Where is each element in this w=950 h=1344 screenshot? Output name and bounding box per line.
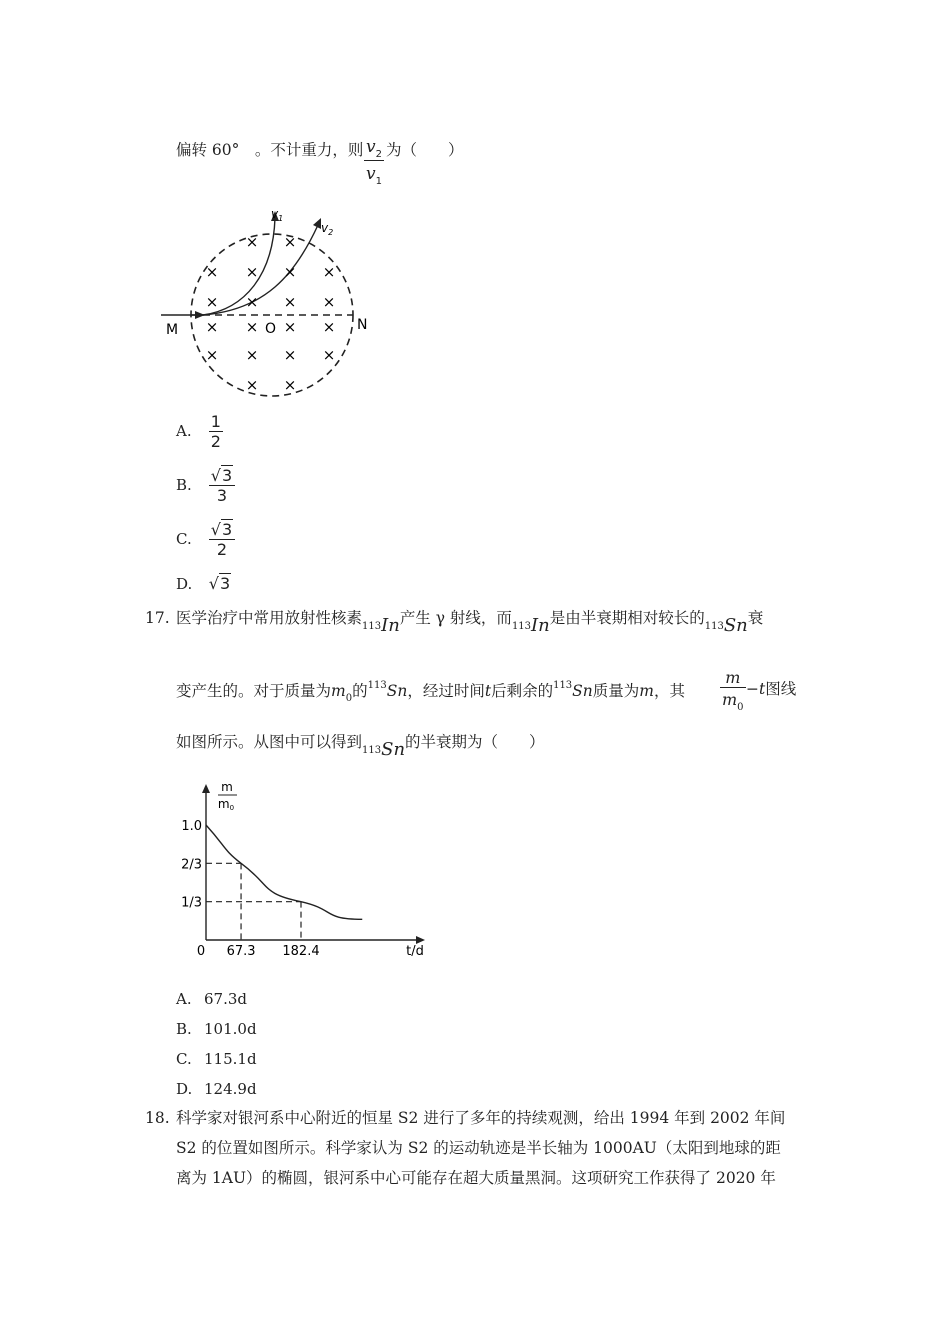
y-tick-label-0: 1.0 (181, 819, 202, 834)
label-v1: $v_1$ (271, 207, 284, 223)
field-cross-11: × (245, 318, 259, 336)
field-cross-13: × (322, 318, 336, 336)
q17-option-b[interactable]: B. 101.0d (176, 1020, 257, 1038)
field-cross-6: × (205, 293, 219, 311)
field-cross-17: × (322, 346, 336, 364)
q17-line2: 变产生的。对于质量为$m_0$的$^{113}$Sn，经过时间t后剩余的$^{113}$Sn质量为m，其 (176, 680, 686, 704)
q17-option-c[interactable]: C. 115.1d (176, 1050, 257, 1068)
q16-stem-end: 为（ ） (386, 141, 464, 159)
q16-option-a[interactable]: A. $\frac{1}{2}$ (176, 412, 221, 451)
label-M: M (166, 322, 179, 338)
field-cross-8: × (283, 293, 297, 311)
q17-line2-end: −t图线 (746, 680, 797, 698)
option-c-fraction: $\frac{√3}{2}$ (209, 520, 235, 559)
q16-stem-start: 偏转 60° 。不计重力，则 (176, 141, 364, 159)
q16-stem (176, 141, 363, 160)
q17-number: 17. (145, 609, 170, 627)
field-cross-14: × (205, 346, 219, 364)
y-label-num: m (221, 780, 233, 794)
field-cross-2: × (205, 263, 219, 281)
q17-line1: 医学治疗中常用放射性核素$_{113}$In产生 γ 射线，而$_{113}$In是由半衰期相对较长的$_{113}$Sn衰 (176, 609, 764, 636)
q17-mass-ratio-fraction: m $m_0$ (722, 668, 744, 713)
label-O: O (265, 321, 277, 337)
field-cross-3: × (245, 263, 259, 281)
x-tick-label-0: 67.3 (226, 944, 256, 959)
x-axis-label: t/d (406, 944, 424, 959)
q16-magnetic-field-figure (155, 205, 385, 400)
field-cross-5: × (322, 263, 336, 281)
q17-decay-chart (175, 778, 435, 963)
option-a-fraction: $\frac{1}{2}$ (210, 412, 221, 451)
magnetic-field-crosses (206, 233, 336, 394)
q16-option-c[interactable]: C. $\frac{√3}{2}$ (176, 520, 235, 559)
q18-line2: S2 的位置如图所示。科学家认为 S2 的运动轨迹是半长轴为 1000AU（太阳到地球的距 (176, 1139, 781, 1157)
field-cross-4: × (283, 263, 297, 281)
field-cross-10: × (205, 318, 219, 336)
q18-line3: 离为 1AU）的椭圆，银河系中心可能存在超大质量黑洞。这项研究工作获得了 2020 年 (176, 1169, 776, 1187)
option-b-fraction: $\frac{√3}{3}$ (209, 466, 235, 505)
q16-ratio: $v_2$ $v_1$ (366, 137, 382, 187)
field-cross-18: × (245, 376, 259, 394)
field-cross-9: × (322, 293, 336, 311)
q17-line3: 如图所示。从图中可以得到$_{113}$Sn的半衰期为（ ） (176, 733, 545, 760)
field-cross-19: × (283, 376, 297, 394)
y-axis-arrowhead (202, 784, 210, 793)
field-cross-16: × (283, 346, 297, 364)
y-tick-label-2: 1/3 (181, 895, 202, 911)
q18-line1: 科学家对银河系中心附近的恒星 S2 进行了多年的持续观测，给出 1994 年到 2002 年间 (176, 1109, 786, 1127)
field-cross-12: × (283, 318, 297, 336)
x-tick-label-1: 182.4 (282, 944, 320, 959)
label-v2: $v_2$ (321, 221, 334, 237)
field-cross-1: × (283, 233, 297, 251)
field-cross-0: × (245, 233, 259, 251)
field-cross-15: × (245, 346, 259, 364)
y-label-den: m0 (217, 797, 235, 812)
q16-option-b[interactable]: B. $\frac{√3}{3}$ (176, 466, 235, 505)
q17-option-a[interactable]: A. 67.3d (176, 990, 248, 1008)
q16-option-d[interactable]: D. √3 (176, 574, 231, 593)
q18-number: 18. (145, 1109, 170, 1127)
label-N: N (357, 317, 368, 333)
field-cross-7: × (245, 293, 259, 311)
q17-option-d[interactable]: D. 124.9d (176, 1080, 257, 1098)
option-d-sqrt: √3 (208, 574, 231, 593)
x-axis-arrowhead (416, 936, 425, 944)
origin-label: 0 (196, 944, 206, 959)
decay-curve-series (206, 825, 362, 919)
y-tick-label-1: 2/3 (181, 857, 202, 873)
